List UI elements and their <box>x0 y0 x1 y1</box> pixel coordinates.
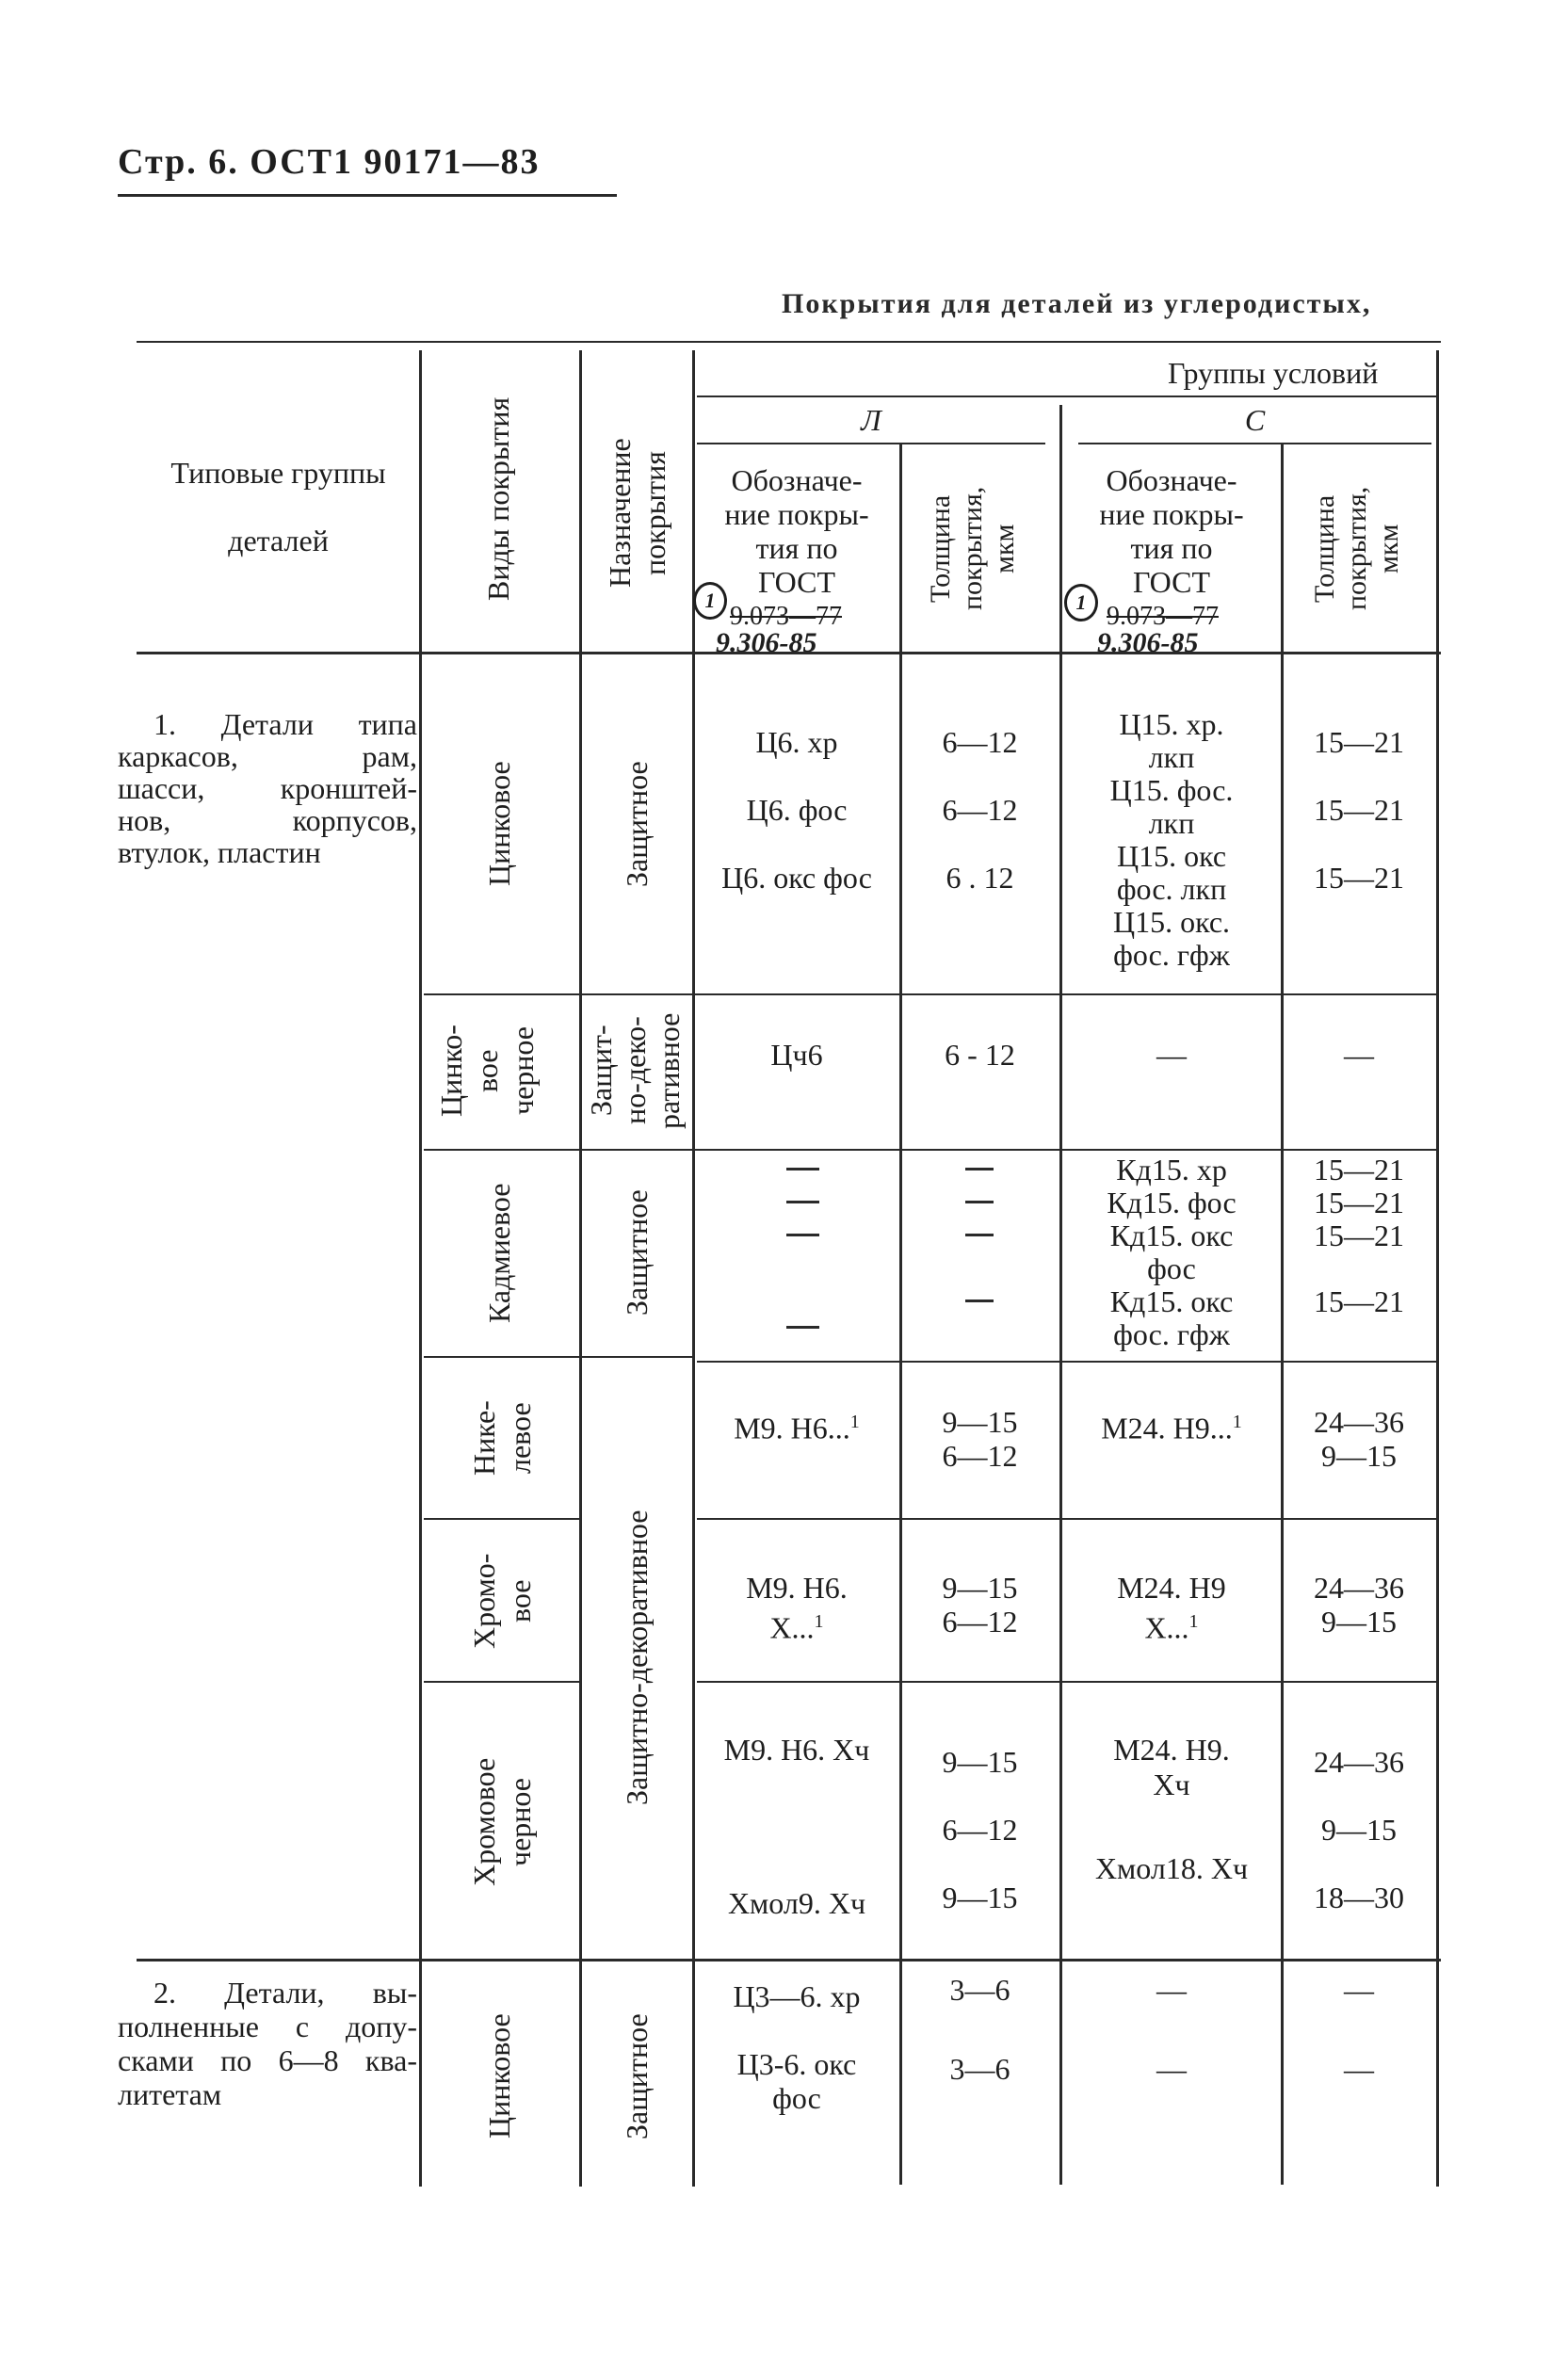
old-standard-l: 9.073—77 <box>730 602 842 631</box>
col-coating-purpose <box>603 396 672 631</box>
type-line: черное <box>506 1026 540 1116</box>
designation-item: фос. гфж <box>1113 938 1230 972</box>
designation-item: М24. Н9 <box>1117 1571 1226 1605</box>
chrome-type <box>466 1526 538 1676</box>
designation-item: Хч <box>1153 1768 1190 1801</box>
zinc-thickness-s <box>1284 708 1434 912</box>
group2-type: Цинковое <box>482 2013 516 2139</box>
type-line: Хромо- <box>467 1553 501 1649</box>
footnote-mark: 1 <box>814 1611 824 1632</box>
designation-item: лкп <box>1148 806 1195 840</box>
thickness-line3: мкм <box>989 524 1020 573</box>
zinc-black-type <box>433 1000 541 1141</box>
designation-line4: ГОСТ <box>757 565 836 599</box>
thickness-item: 9—15 <box>1321 1439 1397 1473</box>
thickness-item: 9—15 <box>1321 1813 1397 1847</box>
type-line: вое <box>470 1049 504 1092</box>
zinc-black-designation-l: Цч6 <box>770 1038 823 1072</box>
designation-item: Х... <box>769 1610 815 1645</box>
chrome-black-thickness-l <box>902 1728 1058 1931</box>
thickness-item: — <box>1344 2052 1374 2086</box>
col-coating-purpose-line1: Назначение <box>603 438 637 589</box>
cadmium-designation-s <box>1064 1154 1279 1351</box>
designation-item: — <box>1156 2052 1187 2086</box>
thickness-item: 6—12 <box>942 725 1018 759</box>
zinc-designation-s <box>1064 708 1279 972</box>
thickness-header-l <box>925 461 1021 636</box>
designation-item: М24. Н9... <box>1101 1411 1233 1445</box>
type-line: черное <box>503 1778 537 1867</box>
thickness-item: 9—15 <box>942 1881 1018 1914</box>
thickness-item: 15—21 <box>1314 793 1404 827</box>
chrome-designation-s <box>1064 1571 1279 1645</box>
thickness-item: 15—21 <box>1314 1219 1404 1252</box>
type-line: Нике- <box>467 1400 501 1477</box>
type-line: Цинко- <box>434 1025 468 1117</box>
group2-thickness-l <box>902 1973 1058 2086</box>
thickness-item: 3—6 <box>949 1973 1010 2007</box>
thickness-item: 15—21 <box>1314 861 1404 895</box>
group2-line4: литетам <box>118 2077 222 2111</box>
designation-line2: ние покры- <box>724 497 869 531</box>
designation-item: М24. Н9. <box>1113 1733 1230 1767</box>
designation-line3: тия по <box>1130 531 1213 565</box>
nickel-designation-s <box>1064 1405 1279 1446</box>
cadmium-type: Кадмиевое <box>482 1183 516 1323</box>
footnote-mark: 1 <box>1188 1611 1199 1632</box>
designation-item: М9. Н6. <box>746 1571 848 1605</box>
thickness-item: 6 . 12 <box>946 861 1014 895</box>
thickness-item: — <box>1344 1973 1374 2007</box>
zinc-black-thickness-l: 6 - 12 <box>945 1038 1015 1072</box>
amendment-mark-l: 1 <box>693 582 727 620</box>
designation-header-s <box>1064 463 1279 599</box>
cadmium-purpose: Защитное <box>620 1189 654 1316</box>
thickness-header-s <box>1309 461 1405 636</box>
group2-thickness-s <box>1284 1973 1434 2086</box>
designation-item: Ц6. окс фос <box>721 861 872 895</box>
designation-item: Кд15. окс <box>1109 1219 1234 1252</box>
old-standard-s: 9.073—77 <box>1107 602 1219 631</box>
chrome-thickness-s <box>1284 1571 1434 1638</box>
chrome-thickness-l <box>902 1571 1058 1638</box>
designation-item: Ц15. фос. <box>1109 773 1234 807</box>
thickness-line1: Толщина <box>925 494 956 603</box>
zinc-black-purpose <box>584 1000 686 1141</box>
designation-line3: тия по <box>755 531 838 565</box>
zinc-black-designation-s: — <box>1156 1038 1187 1072</box>
col-typical-groups <box>139 439 417 574</box>
type-line: левое <box>503 1402 537 1475</box>
designation-item: М9. Н6... <box>734 1411 850 1445</box>
designation-header-l <box>697 463 897 599</box>
group1-line2: каркасов, рам, <box>118 739 417 773</box>
thickness-item: 24—36 <box>1314 1745 1404 1779</box>
purpose-line: но-деко- <box>618 1016 652 1125</box>
group2-purpose: Защитное <box>620 2013 654 2139</box>
group2-line1: 2. Детали, вы- <box>154 1976 417 2010</box>
thickness-item: 9—15 <box>1321 1605 1397 1638</box>
thickness-line3: мкм <box>1373 524 1404 573</box>
group2-designation-s <box>1064 1973 1279 2086</box>
group2-description <box>118 1976 417 2111</box>
chrome-black-designation-s <box>1064 1733 1279 1886</box>
amendment-mark-s: 1 <box>1064 584 1098 622</box>
designation-line1: Обозначе- <box>731 463 863 497</box>
designation-item: Ц6. хр <box>755 725 838 759</box>
designation-item: фос. гфж <box>1113 1317 1230 1351</box>
cadmium-thickness-s <box>1284 1154 1434 1318</box>
designation-item: лкп <box>1148 740 1195 774</box>
thickness-line2: покрытия, <box>1341 486 1372 611</box>
designation-item: фос. лкп <box>1116 872 1227 906</box>
designation-item: Ц15. хр. <box>1119 707 1224 741</box>
col-coating-purpose-line2: покрытия <box>638 451 671 575</box>
designation-item: Ц6. фос <box>746 793 848 827</box>
designation-item: фос <box>1147 1251 1196 1285</box>
col-typical-groups-line1: Типовые группы <box>170 456 386 490</box>
type-line: вое <box>503 1579 537 1622</box>
designation-item: Кд15. фос <box>1107 1186 1237 1219</box>
page-header: Стр. 6. ОСТ1 90171—83 <box>118 142 541 182</box>
designation-item: Ц15. окс. <box>1112 905 1231 939</box>
group1-line1: 1. Детали типа <box>154 707 417 741</box>
designation-item: — <box>1156 1973 1187 2007</box>
group-l-label: Л <box>861 403 881 437</box>
header-rule <box>118 194 617 197</box>
designation-item: Ц3—6. хр <box>733 1979 861 2013</box>
thickness-item: 6—12 <box>942 793 1018 827</box>
designation-item: Ц3-6. окс <box>736 2047 857 2081</box>
thickness-item: 15—21 <box>1314 1153 1404 1186</box>
thickness-item: 9—15 <box>942 1405 1018 1439</box>
purpose-line: ративное <box>652 1012 686 1129</box>
designation-item: Ц15. окс <box>1116 839 1227 873</box>
thickness-item: 18—30 <box>1314 1881 1404 1914</box>
designation-item: Хмол9. Хч <box>727 1886 866 1920</box>
designation-item: Х... <box>1144 1610 1189 1645</box>
thickness-item: 24—36 <box>1314 1571 1404 1605</box>
zinc-type: Цинковое <box>482 761 516 887</box>
thickness-item: 6—12 <box>942 1813 1018 1847</box>
thickness-item: 24—36 <box>1314 1405 1404 1439</box>
group-s-label: С <box>1244 403 1266 437</box>
designation-item: Кд15. окс <box>1109 1284 1234 1318</box>
thickness-line2: покрытия, <box>957 486 988 611</box>
zinc-designation-l <box>697 708 897 912</box>
col-coating-types: Виды покрытия <box>481 396 515 602</box>
nickel-designation-l <box>697 1405 897 1446</box>
footnote-mark: 1 <box>1232 1412 1242 1432</box>
decorative-purpose: Защитно-декоративное <box>620 1509 654 1805</box>
group2-designation-l <box>697 1979 897 2115</box>
thickness-item: 15—21 <box>1314 1284 1404 1318</box>
designation-line2: ние покры- <box>1099 497 1244 531</box>
zinc-purpose: Защитное <box>620 761 654 887</box>
new-standard-l: 9.306-85 <box>716 627 817 658</box>
footnote-mark: 1 <box>849 1412 860 1432</box>
designation-item: М9. Н6. Хч <box>723 1733 870 1767</box>
nickel-thickness-s <box>1284 1405 1434 1473</box>
group2-line3: сками по 6—8 ква- <box>118 2043 417 2077</box>
group2-line2: полненные с допу- <box>118 2010 417 2043</box>
nickel-type <box>466 1365 538 1511</box>
thickness-item: 9—15 <box>942 1745 1018 1779</box>
designation-line4: ГОСТ <box>1132 565 1211 599</box>
chrome-black-designation-l <box>697 1733 897 1921</box>
thickness-item: 3—6 <box>949 2052 1010 2086</box>
group1-line3: шасси, кронштей- <box>118 771 417 805</box>
condition-groups-label: Группы условий <box>1168 356 1379 390</box>
col-typical-groups-line2: деталей <box>228 524 329 557</box>
thickness-item: 15—21 <box>1314 725 1404 759</box>
group1-line5: втулок, пластин <box>118 835 321 869</box>
chrome-black-type <box>466 1690 538 1954</box>
chrome-black-thickness-s <box>1284 1728 1434 1931</box>
chrome-designation-l <box>697 1571 897 1645</box>
designation-item: фос <box>772 2081 821 2115</box>
purpose-line: Защит- <box>584 1025 618 1117</box>
zinc-black-thickness-s: — <box>1344 1038 1374 1072</box>
designation-item: Кд15. хр <box>1116 1153 1227 1186</box>
thickness-item: 6—12 <box>942 1605 1018 1638</box>
type-line: Хромовое <box>467 1757 501 1887</box>
table-subtitle: Покрытия для деталей из углеродистых, <box>782 288 1372 319</box>
thickness-item: 9—15 <box>942 1571 1018 1605</box>
designation-item: Хмол18. Хч <box>1094 1851 1249 1885</box>
group1-line4: нов, корпусов, <box>118 803 417 837</box>
designation-line1: Обозначе- <box>1106 463 1237 497</box>
new-standard-s: 9.306-85 <box>1097 627 1199 658</box>
thickness-item: 15—21 <box>1314 1186 1404 1219</box>
zinc-thickness-l <box>902 708 1058 912</box>
thickness-line1: Толщина <box>1309 494 1340 603</box>
group1-description <box>118 708 417 868</box>
thickness-item: 6—12 <box>942 1439 1018 1473</box>
nickel-thickness-l <box>902 1405 1058 1473</box>
